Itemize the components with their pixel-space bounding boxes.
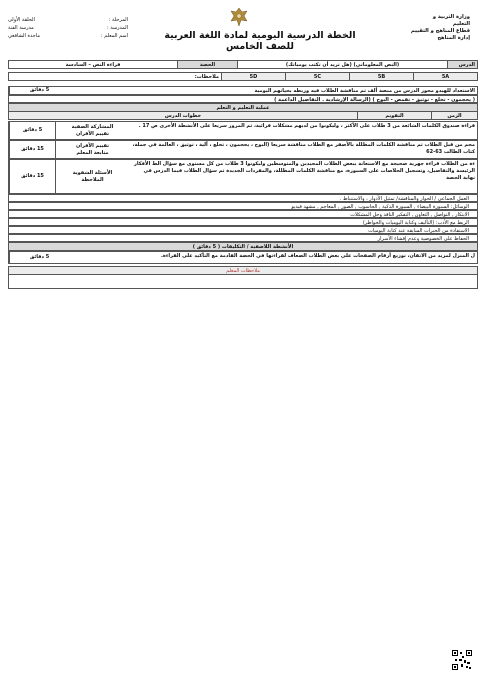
school-value: مدرسة الفنة <box>8 25 34 31</box>
vocab-row <box>8 95 478 103</box>
homework-row <box>8 251 478 264</box>
section-5b: 5B <box>350 73 414 81</box>
notes-label: ملاحظات: <box>9 73 222 81</box>
step-3-eval-1: الأسئلة الشفوية <box>72 169 113 176</box>
strategy-2: الوسائل: السبورة البيضاء , السبورة الذكية , الحاسوب , الصور , المعاجم , مشهد فيديو <box>291 204 469 210</box>
lesson-name: (النص المعلوماتي) (هل تريد أن تكتب يومياتك) <box>238 61 448 69</box>
step-row-2 <box>8 140 478 159</box>
col-eval: التقويم <box>358 112 432 120</box>
teacher-notes-label: ملاحظات المعلم <box>9 267 478 275</box>
strategy-4: الربط مع الأدب: (التأليف وكتابة اليوميات والخواطر) <box>362 220 469 226</box>
teacher-value: ماجدة الشافعي <box>8 33 40 39</box>
emblem-icon <box>228 6 250 28</box>
ministry-line-2: التعليم <box>452 21 470 27</box>
teacher-label: اسم المعلم : <box>101 33 128 39</box>
lesson-info-table <box>8 60 478 69</box>
qr-code-icon <box>452 650 472 670</box>
step-2-time: 15 دقائق <box>9 141 55 158</box>
homework-header <box>8 242 478 251</box>
step-1-text: قراءة صندوق الكلمات الشائعة من 3 طلاب على الأكثر ، وليكونوا من لديهم مشكلات قرائية، ثم المرور سريعا على الأنشطة الأخرى ص 17 . <box>138 123 475 129</box>
section-5a: 5A <box>414 73 478 81</box>
stage-label: المرحلة : <box>108 17 128 23</box>
step-1-eval-1: المشاركة الصفية <box>71 123 114 130</box>
step-2-eval-2: متابعة المعلم <box>76 149 109 156</box>
col-time: الزمن <box>432 112 478 120</box>
strategy-5: الاستفادة من الخبرات السابقة عند كتابة اليوميات <box>368 228 469 234</box>
strategy-1: العمل الجماعي / الحوار والمناقشة/ تمثيل الأدوار ، والاستنباط . <box>339 196 469 202</box>
teacher-notes-table <box>8 266 478 289</box>
page-title: الخطة الدرسية اليومية لمادة اللغة العربية للصف الخامس <box>164 30 356 52</box>
step-2-eval-1: تقييم الأقران <box>75 142 110 149</box>
strategy-row-5 <box>8 226 478 234</box>
school-info <box>8 16 128 40</box>
vocab-text: ( يحجمون - تخلع - توثيق - تقمص - البوح ) (الرسالة الإرشادية . التفاصيل الداعمة ) <box>274 97 475 103</box>
process-header <box>8 103 478 120</box>
teacher-notes-space <box>9 275 478 289</box>
ministry-line-3: قطاع المناهج و التقييم <box>410 28 470 34</box>
step-row-1 <box>8 121 478 140</box>
step-1-time: 5 دقائق <box>9 122 55 139</box>
strategy-6: الحفاظ على الخصوصية وعدم إفشاء الأسرار <box>377 236 469 242</box>
ministry-line-1: وزارة التربية و <box>432 14 470 20</box>
sections-table <box>8 72 478 81</box>
intro-row <box>8 86 478 95</box>
step-2-text: مجم من قبل الطلاب ثم مناقشة الكلمات المظللة بالأصفر مع الطلاب مناقشة سريعا (البوح ، يحجمون ، تخلع ، آلية ، توثيق ، العالمة في جملة، كتاب الطالب 63-62 <box>132 142 475 155</box>
step-3-eval <box>55 160 129 193</box>
stage-value: الحلقة الأولى <box>8 17 35 23</box>
strategy-row-6 <box>8 234 478 242</box>
step-2-eval <box>55 141 129 158</box>
intro-text: الاستعداد للهيدو محور الدرس من منصة ألف ثم مناقشة الطلاب فيه وربطه بحياتهم اليومية <box>254 88 475 94</box>
strategy-row-3 <box>8 210 478 218</box>
homework-title: الأنشطة اللاصفية / التكليفات ( 5 دقائق ) <box>9 243 478 251</box>
process-title: عملية التعليم و التعلم <box>9 104 478 112</box>
col-steps: خطوات الدرس <box>9 112 358 120</box>
period-value: قراءة النص – السادسة <box>9 61 178 69</box>
section-5d: 5D <box>222 73 286 81</box>
school-label: المدرسة : <box>107 25 128 31</box>
step-1-eval <box>55 122 129 139</box>
step-3-text: ءة من الطلاب قراءة جهرية صحيحة مع الاستعانة ببعض الطلاب المجيدين والمتوسطين وليكونوا 3 طلاب من كل مستوى مع سؤال الط الأفكار الرئيسة والتفاصيل، وتسجيل الخلاصات على السبورة، مع مناقشة الكلمات المظللة، والمفردات الجديدة ثم سؤال الطلاب فيما الدرس في نهاية الحصة <box>133 161 475 181</box>
step-1-eval-2: تقييم الأقران <box>75 130 110 137</box>
step-3-eval-2: الملاحظة <box>81 176 104 183</box>
homework-time: 5 دقائق <box>9 252 69 263</box>
lesson-label: الدرس <box>448 61 478 69</box>
strategy-row-2 <box>8 202 478 210</box>
intro-time: 5 دقائق <box>9 87 69 94</box>
step-3-time: 15 دقائق <box>9 160 55 193</box>
strategy-3: الابتكار , التواصل , التعاون , التفكير الناقد وحل المشكلات <box>350 212 469 218</box>
section-5c: 5C <box>286 73 350 81</box>
homework-text: ل المنزل لمزيد من الاتقان، توزيع أرقام الصفحات على بعض الطلاب الضعاف لقراءتها في الحصة القادمة مع التأكيد على القراءة. <box>160 253 475 259</box>
ministry-line-4: إدارة المناهج <box>437 35 470 41</box>
strategy-row-1 <box>8 194 478 202</box>
period-label: الحصة <box>178 61 238 69</box>
step-row-3 <box>8 159 478 194</box>
strategy-row-4 <box>8 218 478 226</box>
